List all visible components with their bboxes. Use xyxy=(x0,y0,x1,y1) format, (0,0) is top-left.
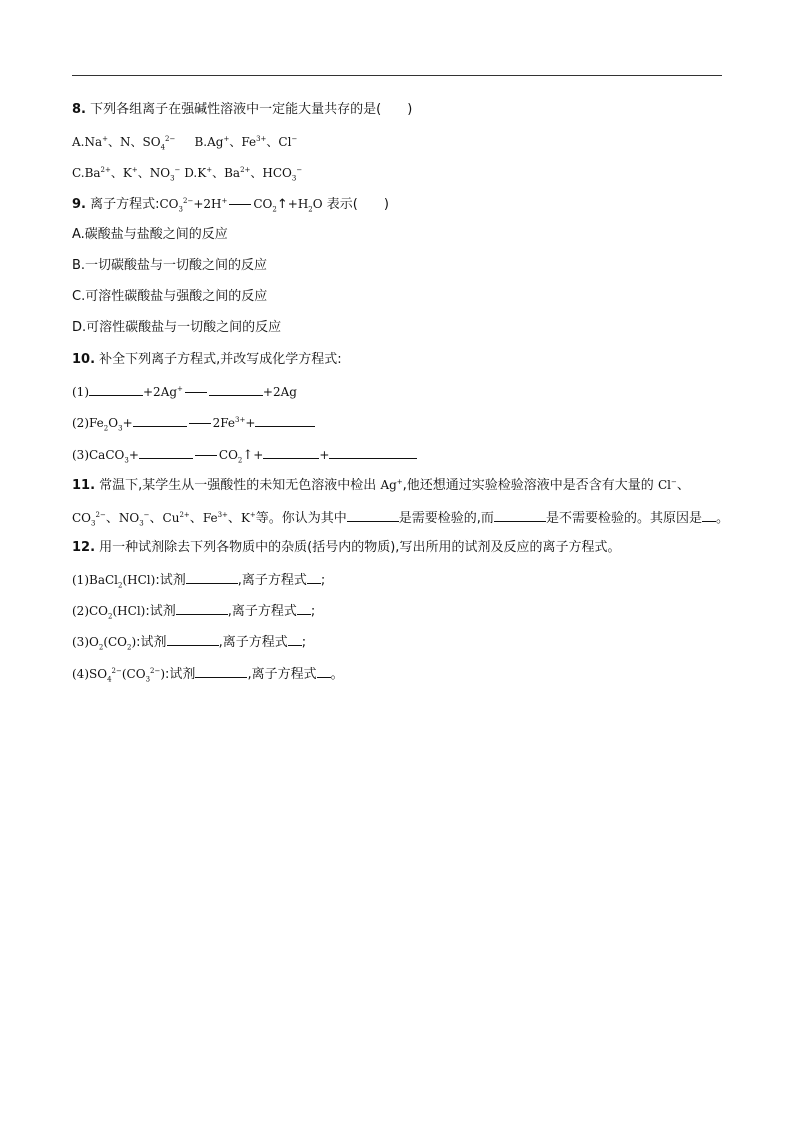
answer-blank[interactable] xyxy=(133,414,187,427)
answer-blank[interactable] xyxy=(317,665,331,678)
q9-option-d: D.可溶性碳酸盐与一切酸之间的反应 xyxy=(72,320,282,335)
q10-stem: 10. 补全下列离子方程式,并改写成化学方程式: xyxy=(72,352,342,367)
answer-blank[interactable] xyxy=(329,446,417,459)
equals-sign-icon xyxy=(195,455,217,456)
gas-arrow-icon: ↑ xyxy=(276,197,288,212)
answer-blank[interactable] xyxy=(297,602,311,615)
answer-blank[interactable] xyxy=(209,383,263,396)
header-rule xyxy=(72,75,722,76)
answer-blank[interactable] xyxy=(288,633,302,646)
q9-option-b: B.一切碳酸盐与一切酸之间的反应 xyxy=(72,258,268,273)
q10-eq2: $(2)Fe_2O_3+ 2Fe^{3+}+$ xyxy=(72,414,315,431)
q12-item1: (1)BaCl$_2$(HCl):试剂 ,离子方程式 ; xyxy=(72,573,326,590)
q12-item3: $(3)O_2(CO_2)$:试剂 ,离子方程式 ; xyxy=(72,635,307,652)
answer-blank[interactable] xyxy=(255,414,315,427)
q8-option-c: $C.Ba^{2+}$、K+、$NO_3^-$ xyxy=(72,166,181,183)
answer-blank[interactable] xyxy=(347,509,399,522)
q10-eq1: (1) +2Ag+ +2Ag xyxy=(72,385,297,399)
q11-line2: $CO_3^{2-}$、$NO_3^-$、$Cu^{2+}$、$Fe^{3+}$、K+等。你认为其中 是需要检验的,而 是不需要检验的。其原因是 。 xyxy=(72,511,729,528)
q12-stem: 12. 用一种试剂除去下列各物质中的杂质(括号内的物质),写出所用的试剂及反应的离子方程式。 xyxy=(72,540,621,555)
q8-stem: 8. 下列各组离子在强碱性溶液中一定能大量共存的是( ) xyxy=(72,102,413,117)
answer-blank[interactable] xyxy=(307,571,321,584)
answer-blank[interactable] xyxy=(195,665,247,678)
equals-sign-icon xyxy=(185,392,207,393)
q12-item4: $(4)SO_4^{2-}(CO_3^{2-})$:试剂 ,离子方程式 。 xyxy=(72,667,344,684)
gas-arrow-icon: ↑ xyxy=(242,448,254,463)
answer-blank[interactable] xyxy=(167,633,219,646)
answer-blank[interactable] xyxy=(139,446,193,459)
q8-option-d: D.K+、$Ba^{2+}$、$HCO_3^-$ xyxy=(184,166,303,183)
q8-options-cd xyxy=(72,165,302,181)
answer-blank[interactable] xyxy=(494,509,546,522)
q11-line1: 11. 常温下,某学生从一强酸性的未知无色溶液中检出 Ag+,他还想通过实验检验溶液中是否含有大量的 Cl−、 xyxy=(72,478,690,493)
answer-blank[interactable] xyxy=(263,446,319,459)
q10-eq3: (3)CaCO$_3$+ $CO_2↑+$ + xyxy=(72,446,417,464)
equals-sign-icon xyxy=(189,423,211,424)
q8-options-ab xyxy=(72,134,297,150)
q9-stem: 9. 离子方程式$:CO_3^{2-}+2H^+$ $CO_2↑+H_2O$ 表示( ) xyxy=(72,197,389,214)
answer-blank[interactable] xyxy=(176,602,228,615)
equals-sign-icon xyxy=(229,204,251,205)
q12-item2: $(2)CO_2(HCl)$:试剂 ,离子方程式 ; xyxy=(72,604,316,621)
answer-blank[interactable] xyxy=(186,571,238,584)
q9-option-a: A.碳酸盐与盐酸之间的反应 xyxy=(72,227,228,242)
answer-blank[interactable] xyxy=(89,383,143,396)
q8-option-a: A.Na+、N、$SO_4^{2-}$ xyxy=(72,135,176,152)
answer-blank[interactable] xyxy=(702,509,716,522)
q8-option-b: B.Ag+、$Fe^{3+}$、Cl− xyxy=(194,135,298,149)
q9-option-c: C.可溶性碳酸盐与强酸之间的反应 xyxy=(72,289,268,304)
